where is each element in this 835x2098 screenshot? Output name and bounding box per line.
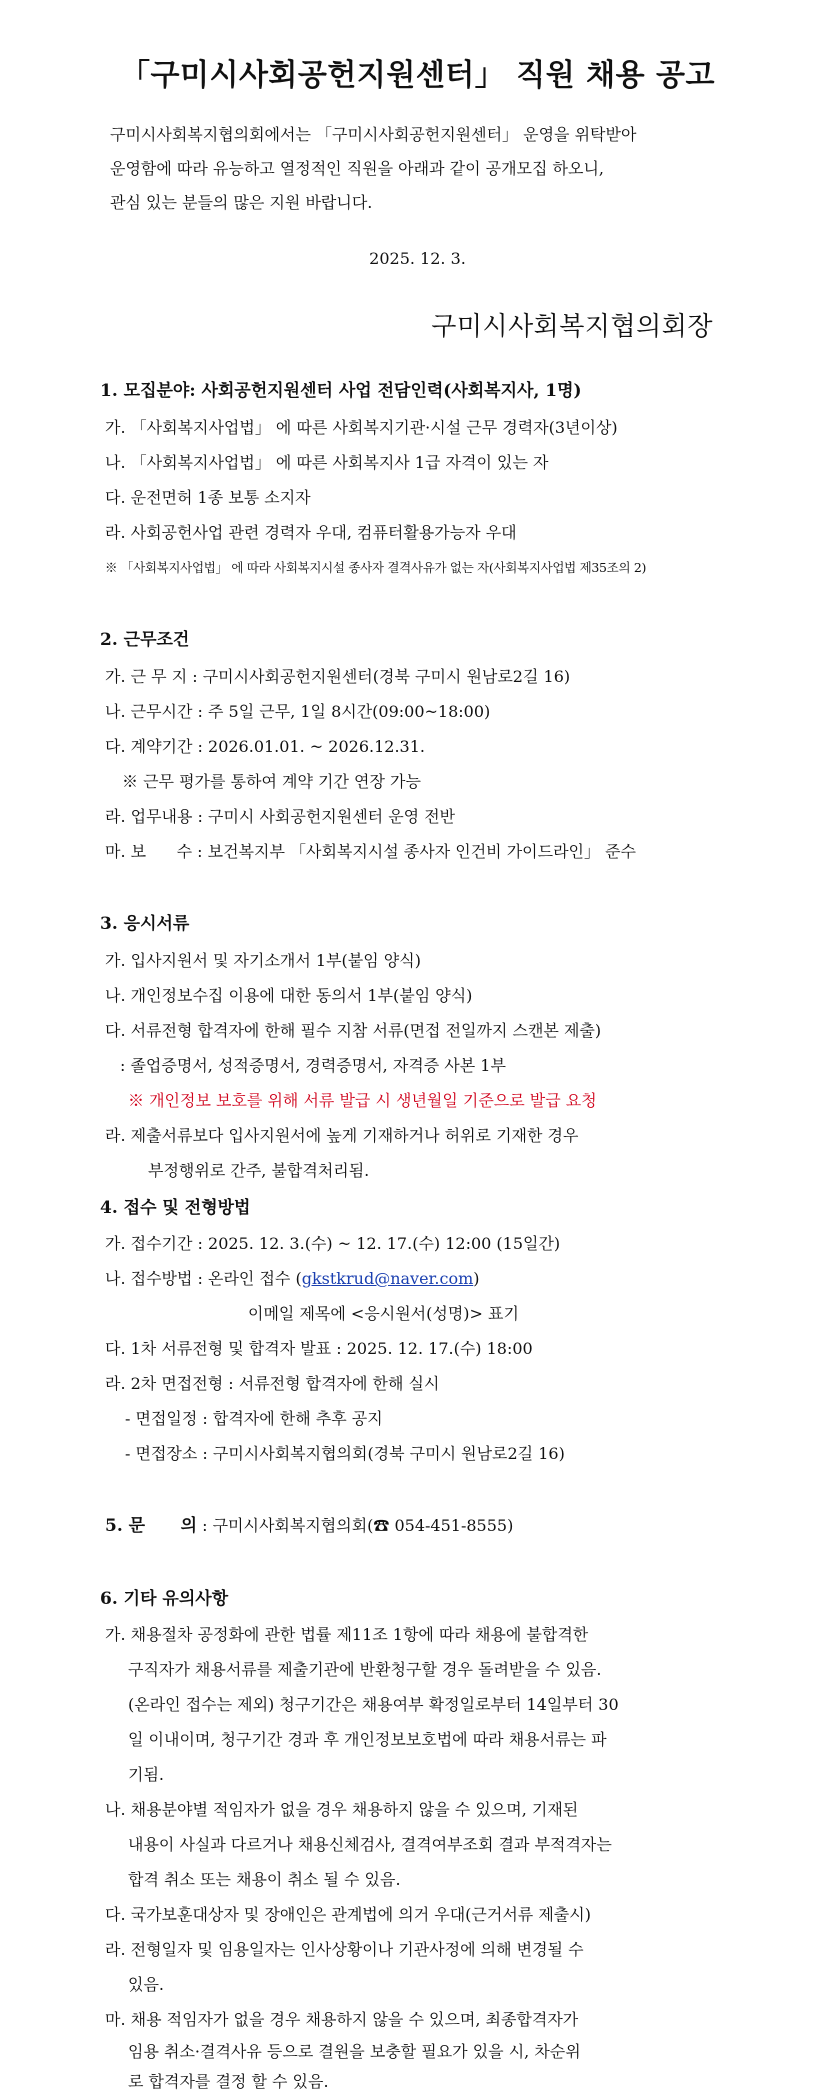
section-2-item: 나. 근무시간 : 주 5일 근무, 1일 8시간(09:00~18:00): [105, 702, 491, 721]
section-3-item: 가. 입사지원서 및 자기소개서 1부(붙임 양식): [105, 951, 421, 970]
application-method-suffix: ): [473, 1269, 480, 1288]
section-6-line: 합격 취소 또는 채용이 취소 될 수 있음.: [128, 1870, 401, 1889]
section-4-item: - 면접일정 : 합격자에 한해 추후 공지: [125, 1409, 383, 1428]
section-6-line: 다. 국가보훈대상자 및 장애인은 관계법에 의거 우대(근거서류 제출시): [105, 1905, 591, 1924]
section-4-item: - 면접장소 : 구미시사회복지협의회(경북 구미시 원남로2길 16): [125, 1444, 565, 1463]
privacy-notice: ※ 개인정보 보호를 위해 서류 발급 시 생년월일 기준으로 발급 요청: [128, 1091, 597, 1110]
section-2-item: 마. 보 수 : 보건복지부 「사회복지시설 종사자 인건비 가이드라인」 준수: [105, 842, 636, 861]
section-3-item: 나. 개인정보수집 이용에 대한 동의서 1부(붙임 양식): [105, 986, 473, 1005]
section-3-item: 다. 서류전형 합격자에 한해 필수 지참 서류(면접 전일까지 스캔본 제출): [105, 1021, 602, 1040]
section-3-item: : 졸업증명서, 성적증명서, 경력증명서, 자격증 사본 1부: [120, 1056, 506, 1075]
section-3-item: 라. 제출서류보다 입사지원서에 높게 기재하거나 허위로 기재한 경우: [105, 1126, 579, 1145]
section-5-heading: 5. 문 의: [105, 1516, 198, 1536]
contact-info: : 구미시사회복지협의회(☎ 054-451-8555): [197, 1516, 514, 1535]
section-6-line: 가. 채용절차 공정화에 관한 법률 제11조 1항에 따라 채용에 불합격한: [105, 1625, 589, 1644]
section-6-line: 라. 전형일자 및 임용일자는 인사상황이나 기관사정에 의해 변경될 수: [105, 1940, 584, 1959]
section-6-line: 로 합격자를 결정 할 수 있음.: [128, 2072, 329, 2091]
section-2-item: 라. 업무내용 : 구미시 사회공헌지원센터 운영 전반: [105, 807, 456, 826]
section-4-item: 다. 1차 서류전형 및 합격자 발표 : 2025. 12. 17.(수) 18:00: [105, 1339, 533, 1358]
section-6-line: 마. 채용 적임자가 없을 경우 채용하지 않을 수 있으며, 최종합격자가: [105, 2010, 579, 2029]
section-1-heading: 1. 모집분야: 사회공헌지원센터 사업 전담인력(사회복지사, 1명): [100, 381, 582, 401]
section-3-heading: 3. 응시서류: [100, 914, 190, 934]
page-title: 「구미시사회공헌지원센터」 직원 채용 공고: [120, 58, 715, 93]
intro-line: 관심 있는 분들의 많은 지원 바랍니다.: [110, 193, 373, 212]
intro-line: 운영함에 따라 유능하고 열정적인 직원을 아래과 같이 공개모집 하오니,: [110, 159, 604, 178]
intro-line: 구미시사회복지협의회에서는 「구미시사회공헌지원센터」 운영을 위탁받아: [110, 125, 637, 144]
section-6-line: 나. 채용분야별 적임자가 없을 경우 채용하지 않을 수 있으며, 기재된: [105, 1800, 579, 1819]
section-2-heading: 2. 근무조건: [100, 630, 190, 650]
section-6-heading: 6. 기타 유의사항: [100, 1589, 229, 1609]
section-6-line: (온라인 접수는 제외) 청구기간은 채용여부 확정일로부터 14일부터 30: [128, 1695, 619, 1714]
section-6-line: 있음.: [128, 1975, 164, 1994]
organization-signature: 구미시사회복지협의회장: [431, 312, 713, 342]
section-2-item: 가. 근 무 지 : 구미시사회공헌지원센터(경북 구미시 원남로2길 16): [105, 667, 571, 686]
section-1-item: 나. 「사회복지사업법」 에 따른 사회복지사 1급 자격이 있는 자: [105, 453, 549, 472]
section-2-note: ※ 근무 평가를 통하여 계약 기간 연장 가능: [122, 772, 421, 791]
section-1-item: 가. 「사회복지사업법」 에 따른 사회복지기관·시설 근무 경력자(3년이상): [105, 418, 618, 437]
section-6-line: 내용이 사실과 다르거나 채용신체검사, 결격여부조회 결과 부적격자는: [128, 1835, 612, 1854]
contact-line: [105, 1514, 513, 1538]
intro-paragraph: [110, 118, 750, 220]
section-3-item: 부정행위로 간주, 불합격처리됨.: [148, 1161, 370, 1180]
notice-date: 2025. 12. 3.: [369, 249, 466, 268]
section-6-line: 일 이내이며, 청구기간 경과 후 개인정보보호법에 따라 채용서류는 파: [128, 1730, 607, 1749]
section-6-line: 구직자가 채용서류를 제출기관에 반환청구할 경우 돌려받을 수 있음.: [128, 1660, 602, 1679]
email-subject-instruction: 이메일 제목에 <응시원서(성명)> 표기: [248, 1304, 519, 1323]
section-4-heading: 4. 접수 및 전형방법: [100, 1198, 251, 1218]
application-method: [105, 1267, 480, 1291]
section-6-line: 임용 취소·결격사유 등으로 결원을 보충할 필요가 있을 시, 차순위: [128, 2042, 581, 2061]
section-2-item: 다. 계약기간 : 2026.01.01. ~ 2026.12.31.: [105, 737, 425, 756]
section-4-item: 라. 2차 면접전형 : 서류전형 합격자에 한해 실시: [105, 1374, 440, 1393]
section-1-note: ※ 「사회복지사업법」 에 따라 사회복지시설 종사자 결격사유가 없는 자(사회복지사업법 제35조의 2): [105, 560, 647, 575]
section-1-item: 라. 사회공헌사업 관련 경력자 우대, 컴퓨터활용가능자 우대: [105, 523, 517, 542]
section-6-line: 기됨.: [128, 1765, 164, 1784]
application-method-prefix: 나. 접수방법 : 온라인 접수 (: [105, 1269, 302, 1288]
application-period: 가. 접수기간 : 2025. 12. 3.(수) ~ 12. 17.(수) 12:00 (15일간): [105, 1234, 561, 1253]
section-1-item: 다. 운전면허 1종 보통 소지자: [105, 488, 311, 507]
email-link[interactable]: gkstkrud@naver.com: [301, 1269, 474, 1288]
